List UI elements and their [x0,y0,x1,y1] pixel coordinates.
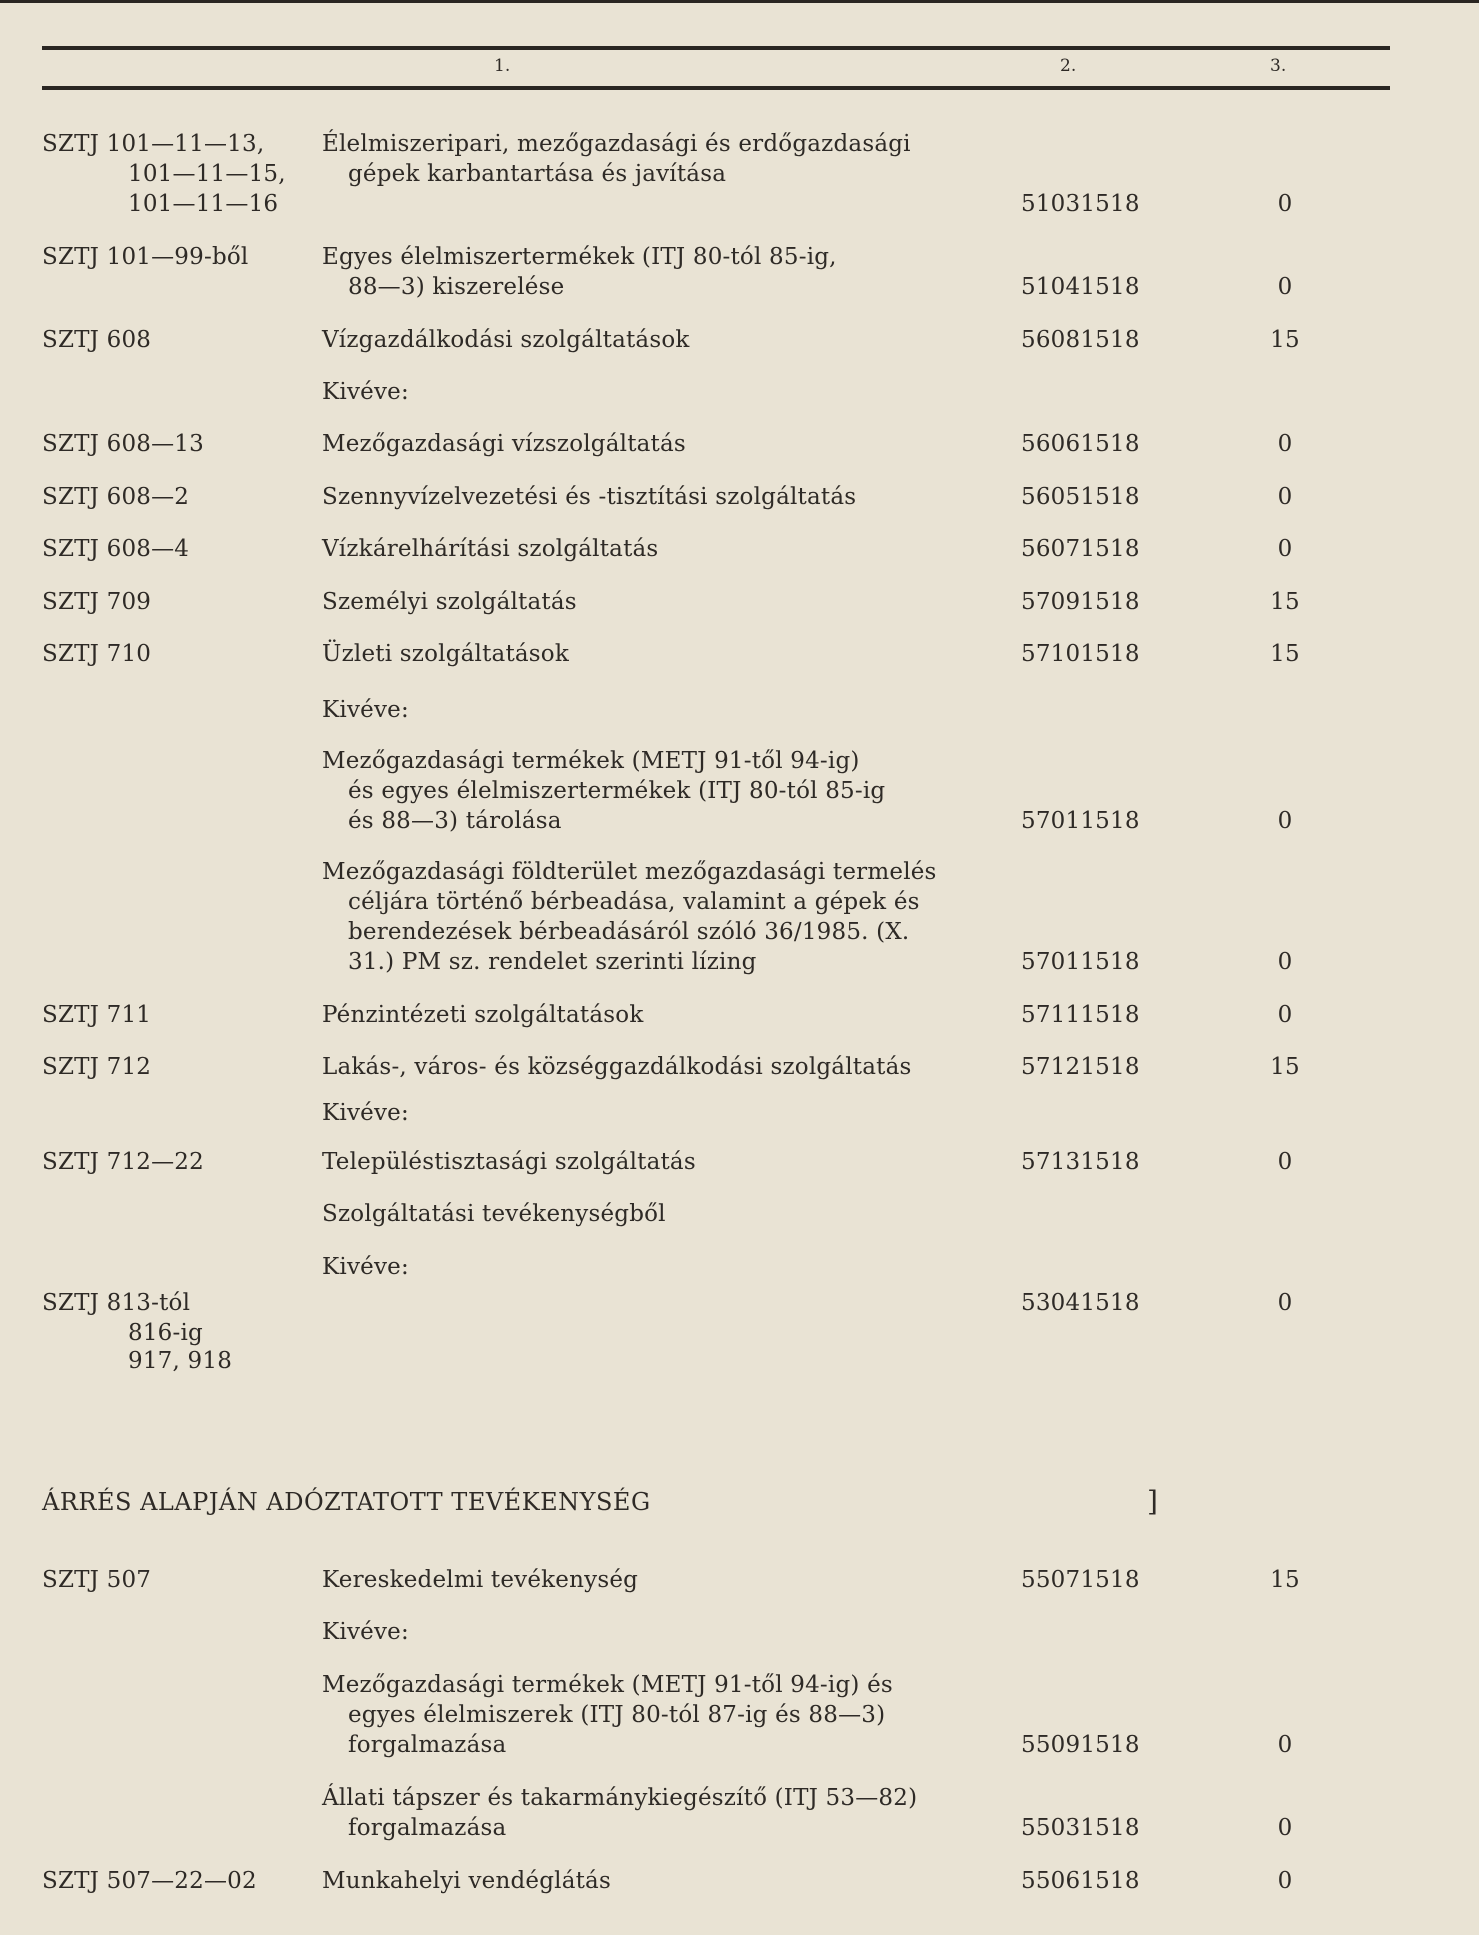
row-rate: 15 [1270,589,1300,615]
row-rate: 0 [1277,536,1293,562]
row-number: 53041518 [1021,1290,1140,1316]
row-code: SZTJ 710 [42,641,152,667]
row-number: 56071518 [1021,536,1140,562]
row-rate: 0 [1277,1815,1293,1841]
row-description: Szolgáltatási tevékenységből [322,1201,666,1227]
row-rate: 0 [1277,808,1293,834]
except-label: Kivéve: [322,1254,409,1280]
row-description: Településtisztasági szolgáltatás [322,1149,696,1175]
header-top-rule [42,46,1390,50]
row-description: Mezőgazdasági vízszolgáltatás [322,431,686,457]
row-number: 57011518 [1021,808,1140,834]
section-title: ÁRRÉS ALAPJÁN ADÓZTATOTT TEVÉKENYSÉG [42,1488,651,1516]
row-description: Vízkárelhárítási szolgáltatás [322,536,659,562]
row-code: SZTJ 709 [42,589,152,615]
row-code: SZTJ 712 [42,1054,152,1080]
row-number: 57091518 [1021,589,1140,615]
except-label: Kivéve: [322,379,409,405]
header-bottom-rule [42,86,1390,90]
row-code: SZTJ 507 [42,1567,152,1593]
row-description: Kereskedelmi tevékenység [322,1567,639,1593]
row-rate: 0 [1277,274,1293,300]
row-rate: 15 [1270,327,1300,353]
row-description: Állati tápszer és takarmánykiegészítő (ITJ 53—82) [322,1785,918,1811]
row-description: Üzleti szolgáltatások [322,641,569,667]
row-rate: 0 [1277,191,1293,217]
column-header-1: 1. [494,56,511,76]
row-number: 55071518 [1021,1567,1140,1593]
row-rate: 0 [1277,431,1293,457]
row-number: 51041518 [1021,274,1140,300]
row-description: Mezőgazdasági termékek (METJ 91-től 94-ig) [322,748,860,774]
column-header-3: 3. [1270,56,1287,76]
row-number: 56051518 [1021,484,1140,510]
row-rate: 15 [1270,1567,1300,1593]
row-code: 101—11—15, [128,161,286,187]
row-description: Munkahelyi vendéglátás [322,1868,611,1894]
except-label: Kivéve: [322,1100,409,1126]
row-rate: 0 [1277,1732,1293,1758]
row-code: SZTJ 507—22—02 [42,1868,257,1894]
row-description: berendezések bérbeadásáról szóló 36/1985. (X. [348,919,910,945]
row-number: 57121518 [1021,1054,1140,1080]
row-code: SZTJ 712—22 [42,1149,204,1175]
row-rate: 15 [1270,641,1300,667]
row-code: 917, 918 [128,1348,233,1374]
row-description: és egyes élelmiszertermékek (ITJ 80-tól 85-ig [348,778,886,804]
row-description: egyes élelmiszerek (ITJ 80-tól 87-ig és 88—3) [348,1702,886,1728]
row-code: SZTJ 813-tól [42,1290,191,1316]
row-number: 57011518 [1021,949,1140,975]
row-description: Pénzintézeti szolgáltatások [322,1002,644,1028]
row-description: Mezőgazdasági földterület mezőgazdasági termelés [322,859,937,885]
row-number: 55061518 [1021,1868,1140,1894]
row-number: 56081518 [1021,327,1140,353]
row-description: Mezőgazdasági termékek (METJ 91-től 94-ig) és [322,1672,893,1698]
row-description: forgalmazása [348,1732,507,1758]
row-description: 88—3) kiszerelése [348,274,565,300]
row-description: gépek karbantartása és javítása [348,161,727,187]
row-description: Élelmiszeripari, mezőgazdasági és erdőgazdasági [322,131,911,157]
column-header-2: 2. [1060,56,1077,76]
row-number: 55091518 [1021,1732,1140,1758]
row-description: 31.) PM sz. rendelet szerinti lízing [348,949,757,975]
row-code: SZTJ 608—13 [42,431,204,457]
row-rate: 0 [1277,1149,1293,1175]
row-number: 57131518 [1021,1149,1140,1175]
row-rate: 0 [1277,1290,1293,1316]
except-label: Kivéve: [322,697,409,723]
row-description: Személyi szolgáltatás [322,589,577,615]
row-code: SZTJ 608—2 [42,484,190,510]
row-description: Lakás-, város- és községgazdálkodási szolgáltatás [322,1054,912,1080]
except-label: Kivéve: [322,1619,409,1645]
row-number: 57101518 [1021,641,1140,667]
row-number: 56061518 [1021,431,1140,457]
row-rate: 15 [1270,1054,1300,1080]
row-rate: 0 [1277,1868,1293,1894]
row-number: 55031518 [1021,1815,1140,1841]
row-rate: 0 [1277,1002,1293,1028]
row-code: 816-ig [128,1320,203,1346]
row-code: 101—11—16 [128,191,279,217]
row-rate: 0 [1277,949,1293,975]
row-code: SZTJ 101—11—13, [42,131,265,157]
row-description: forgalmazása [348,1815,507,1841]
row-description: céljára történő bérbeadása, valamint a gépek és [348,889,920,915]
row-number: 57111518 [1021,1002,1140,1028]
row-code: SZTJ 711 [42,1002,152,1028]
row-description: Szennyvízelvezetési és -tisztítási szolgáltatás [322,484,857,510]
row-number: 51031518 [1021,191,1140,217]
row-code: SZTJ 101—99-ből [42,244,249,270]
row-description: Egyes élelmiszertermékek (ITJ 80-tól 85-ig, [322,244,837,270]
row-rate: 0 [1277,484,1293,510]
section-bracket: ] [1147,1485,1158,1518]
row-code: SZTJ 608 [42,327,152,353]
row-description: és 88—3) tárolása [348,808,562,834]
row-description: Vízgazdálkodási szolgáltatások [322,327,690,353]
row-code: SZTJ 608—4 [42,536,190,562]
top-edge-rule [0,0,1479,3]
